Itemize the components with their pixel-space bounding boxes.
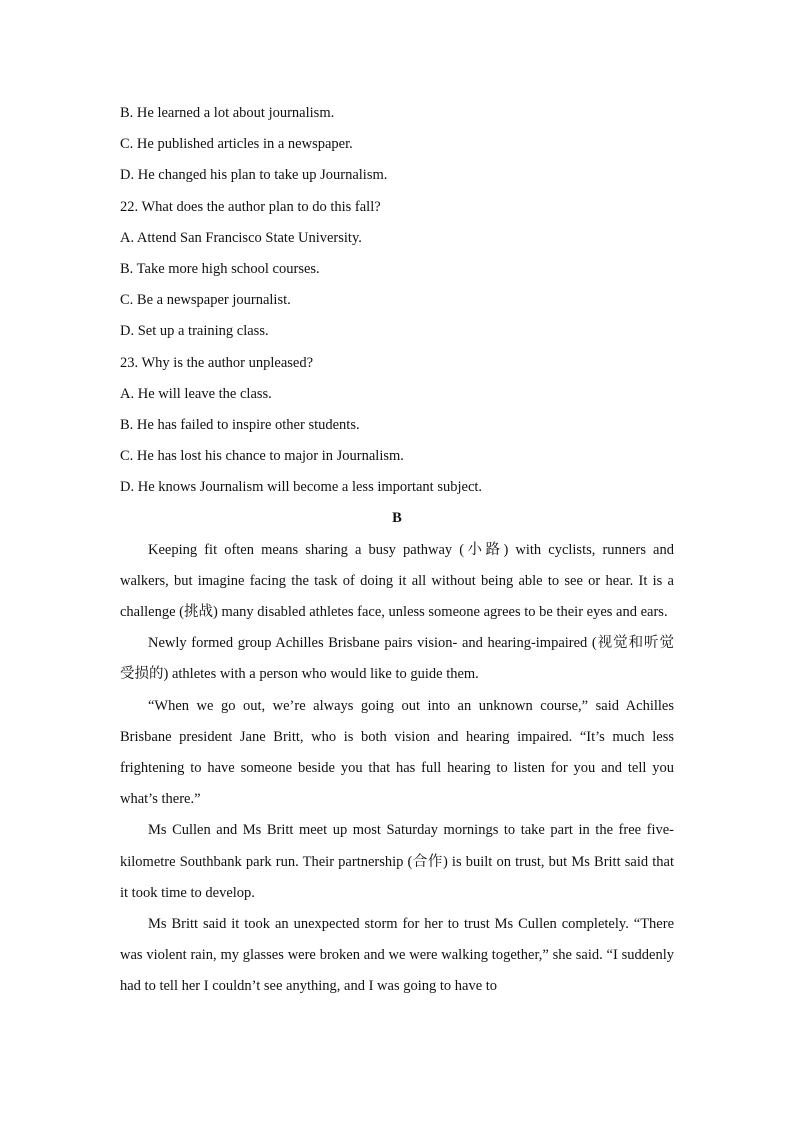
option-22c: C. Be a newspaper journalist. [120, 292, 291, 309]
option-22a: A. Attend San Francisco State University. [120, 229, 362, 246]
option-22b: B. Take more high school courses. [120, 260, 320, 277]
option-21b: B. He learned a lot about journalism. [120, 105, 335, 121]
option-22d: D. Set up a training class. [120, 323, 269, 340]
option-21c: C. He published articles in a newspaper. [120, 136, 353, 153]
section-heading: B [392, 510, 402, 527]
page-content [120, 98, 674, 1003]
passage-paragraph-4: Ms Cullen and Ms Britt meet up most Saturday mornings to take part in the free five-kilometre Southbank park run. Their partnership (合作) is built on trust, but Ms Britt said that it took time to develop. [120, 822, 674, 901]
option-21d: D. He changed his plan to take up Journalism. [120, 167, 388, 184]
passage-paragraph-2: Newly formed group Achilles Brisbane pairs vision- and hearing-impaired (视觉和听觉受损的) athletes with a person who would like to guide them. [120, 635, 674, 683]
option-23a: A. He will leave the class. [120, 385, 272, 402]
passage-paragraph-5: Ms Britt said it took an unexpected storm for her to trust Ms Cullen completely. “There was violent rain, my glasses were broken and we were walking together,” she said. “I suddenly had to tell her I couldn’t see anything, and I was going to have to [120, 916, 674, 995]
passage-paragraph-3: “When we go out, we’re always going out into an unknown course,” said Achilles Brisbane president Jane Britt, who is both vision and hearing impaired. “It’s much less frightening to have someone beside you that has full hearing to listen for you and tell you what’s there.” [120, 697, 674, 808]
question-22: 22. What does the author plan to do this fall? [120, 198, 381, 215]
question-23: 23. Why is the author unpleased? [120, 354, 314, 371]
option-23c: C. He has lost his chance to major in Journalism. [120, 448, 404, 465]
passage-paragraph-1: Keeping fit often means sharing a busy pathway (小路) with cyclists, runners and walkers, but imagine facing the task of doing it all without being able to see or hear. It is a challenge (挑战) many disabled athletes face, unless someone agrees to be their eyes and ears. [120, 541, 674, 621]
option-23b: B. He has failed to inspire other students. [120, 416, 360, 433]
option-23d: D. He knows Journalism will become a less important subject. [120, 479, 483, 496]
